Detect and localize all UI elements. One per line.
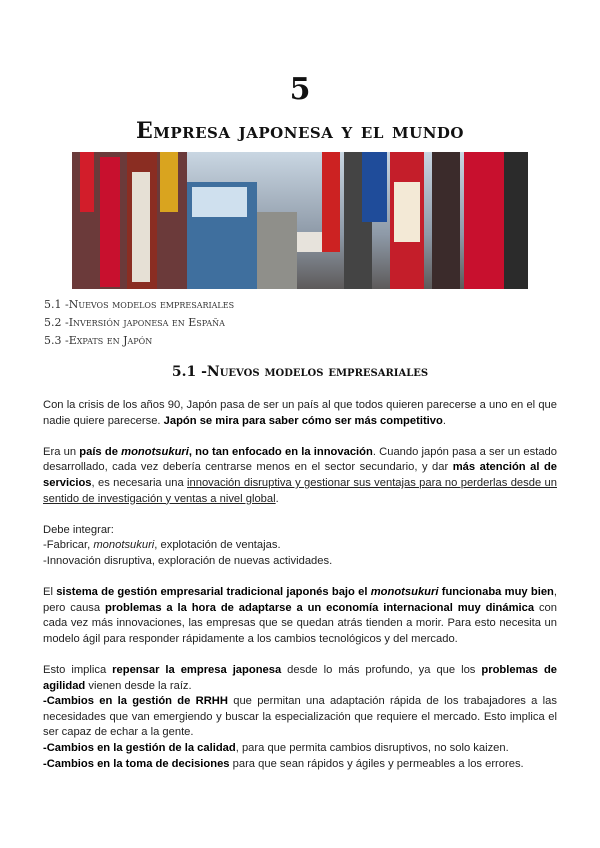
section-heading: 5.1 -Nuevos modelos empresariales bbox=[171, 364, 429, 380]
paragraph bbox=[43, 741, 557, 757]
toc-item[interactable]: 5.1 -Nuevos modelos empresariales bbox=[44, 298, 235, 311]
paragraph bbox=[43, 694, 557, 741]
table-of-contents bbox=[44, 296, 234, 350]
emphasized-text: Japón se mira para saber cómo ser más competitivo bbox=[163, 414, 443, 427]
text-run: Esto implica bbox=[43, 664, 113, 677]
emphasized-text: problemas de agilidad bbox=[43, 664, 557, 692]
text-run: . bbox=[442, 414, 446, 427]
paragraph bbox=[43, 538, 557, 554]
text-run: Debe integrar: bbox=[43, 523, 114, 536]
emphasized-text: -Cambios en la toma de decisiones bbox=[43, 757, 230, 770]
text-run: desde lo más profundo, ya que los bbox=[281, 664, 482, 677]
paragraph bbox=[43, 523, 557, 539]
emphasized-text: -Cambios en la gestión de la calidad bbox=[43, 742, 236, 755]
toc-item[interactable]: 5.3 -Expats en Japón bbox=[44, 334, 153, 347]
tokyo-street-photo bbox=[72, 152, 528, 289]
emphasized-text: más atención al de servicios bbox=[43, 461, 557, 489]
text-run: . Cuando japón pasa a ser un estado desarrollado, cada vez debería centrarse menos en el sector secundario, y dar bbox=[43, 445, 557, 474]
text-run: Con la crisis de los años 90, Japón pasa de ser un país al que todos quieren parecerse a uno en el que nadie quiere parecerse. bbox=[43, 399, 557, 427]
emphasized-text: innovación disruptiva y gestionar sus ventajas para no perderlas desde un sentido de investigación y ventas a nivel global bbox=[43, 476, 557, 505]
paragraph bbox=[43, 757, 557, 773]
text-run: , para que permita cambios disruptivos, no solo kaizen. bbox=[235, 742, 509, 755]
text-run: que permitan una adaptación rápida de los trabajadores a las necesidades que van emergiendo y buscar la especialización que requiere el mercado. Esto implica el ser capaz de echar a la gente. bbox=[43, 695, 557, 739]
text-run: -Fabricar, bbox=[43, 539, 94, 552]
emphasized-text: sistema de gestión empresarial tradicional japonés bajo el bbox=[56, 586, 371, 599]
text-run: Era un bbox=[43, 445, 80, 458]
paragraph bbox=[43, 445, 557, 507]
text-run: , explotación de ventajas. bbox=[154, 539, 281, 552]
paragraph bbox=[43, 663, 557, 694]
text-run: , es necesaria una bbox=[91, 476, 188, 489]
text-run: con cada vez más innovaciones, las empresas que se quedan atrás tienden a morir. Para esto necesita un modelo ágil para responder rápidamente a los cambios tecnológicos y del mercado. bbox=[43, 601, 557, 645]
text-run: , pero causa bbox=[43, 586, 558, 614]
body-text bbox=[43, 398, 557, 772]
text-run: . bbox=[275, 492, 279, 505]
emphasized-text: problemas a la hora de adaptarse a un economía internacional muy dinámica bbox=[104, 601, 535, 614]
emphasized-text: -Cambios en la gestión de RRHH bbox=[43, 695, 228, 708]
emphasized-text: país de bbox=[79, 445, 122, 458]
paragraph bbox=[43, 585, 557, 647]
chapter-title: Empresa japonesa y el mundo bbox=[135, 118, 464, 144]
text-run: vienen desde la raíz. bbox=[85, 679, 192, 692]
chapter-number: 5 bbox=[289, 72, 311, 107]
emphasized-text: monotsukuri bbox=[121, 445, 189, 458]
emphasized-text: repensar la empresa japonesa bbox=[112, 664, 282, 677]
emphasized-text: funcionaba muy bien bbox=[438, 586, 554, 599]
emphasized-text: monotsukuri bbox=[93, 539, 155, 552]
emphasized-text: , no tan enfocado en la innovación bbox=[188, 445, 373, 458]
paragraph bbox=[43, 398, 557, 429]
text-run: El bbox=[43, 586, 57, 599]
text-run: para que sean rápidos y ágiles y permeables a los errores. bbox=[229, 757, 524, 770]
text-run: -Innovación disruptiva, exploración de nuevas actividades. bbox=[43, 554, 333, 567]
toc-item[interactable]: 5.2 -Inversión japonesa en España bbox=[44, 316, 225, 329]
emphasized-text: monotsukuri bbox=[370, 586, 439, 599]
paragraph bbox=[43, 554, 557, 570]
